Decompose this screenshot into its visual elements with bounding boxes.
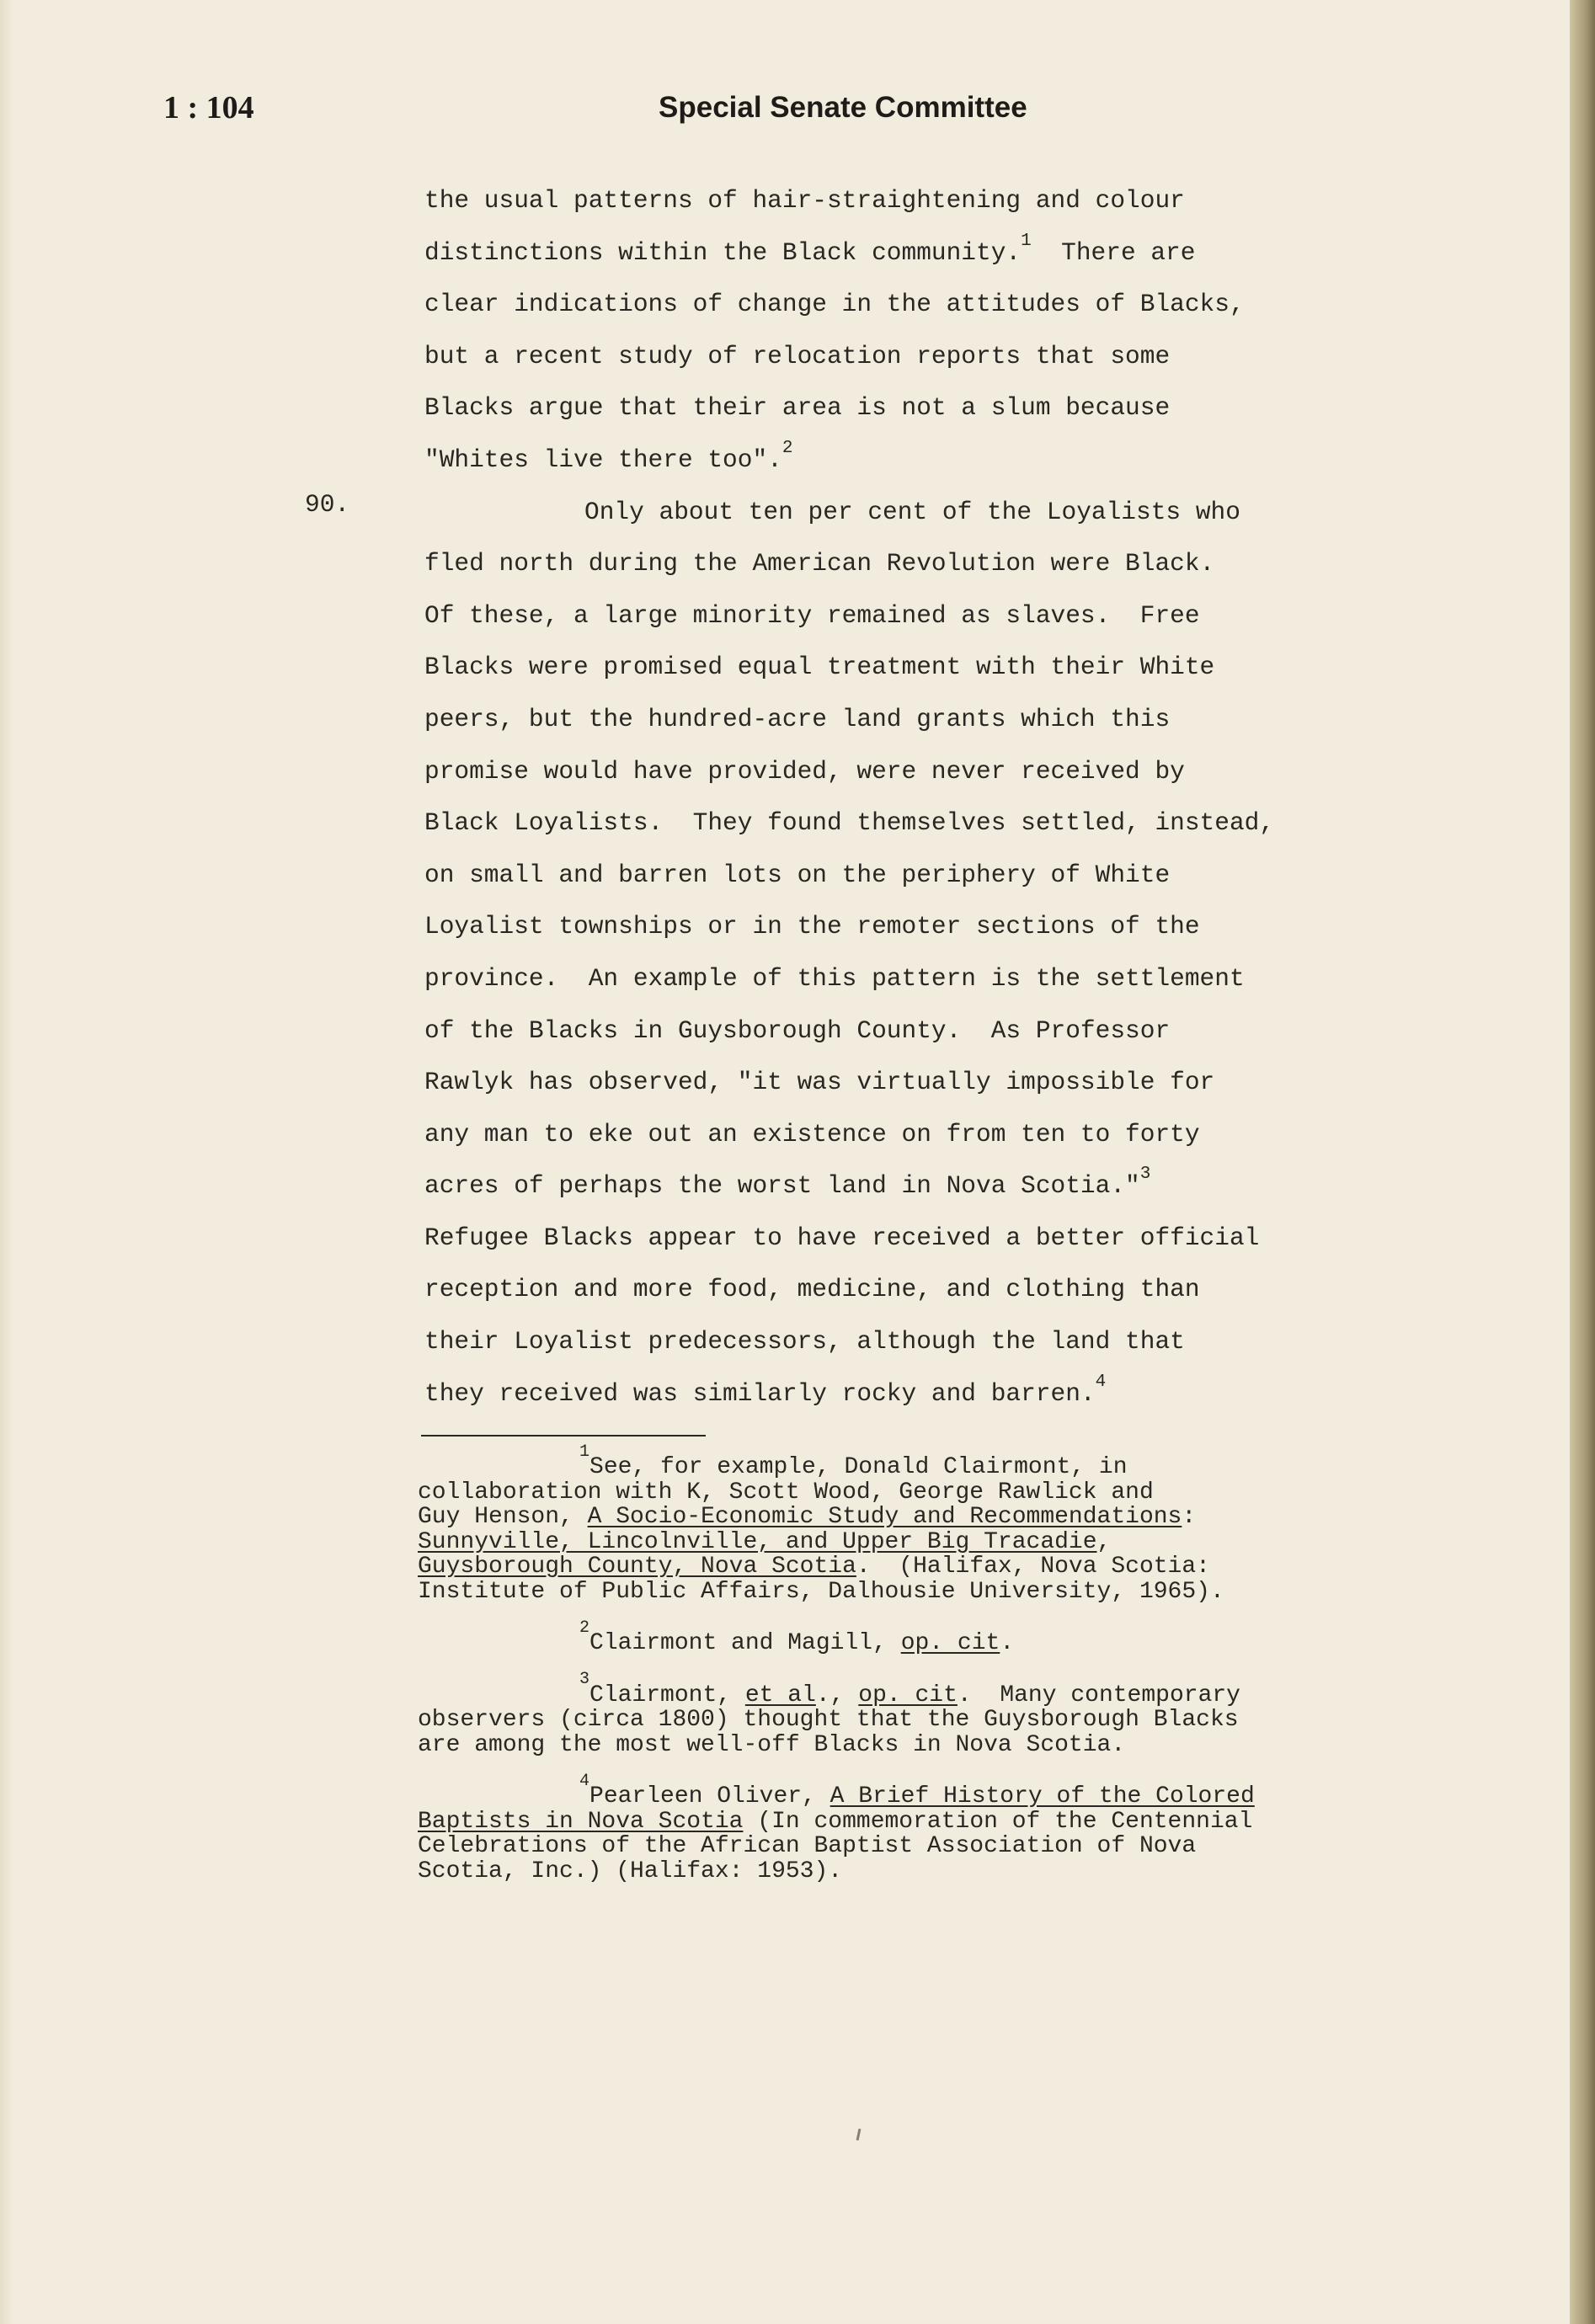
body-line: Refugee Blacks appear to have received a better official [424,1223,1260,1252]
page-number: 1 : 104 [163,90,254,125]
running-header-title: Special Senate Committee [659,91,1027,124]
body-line [424,434,1393,487]
footnotes [418,1442,1369,1911]
footnote-marker: 4 [579,1771,590,1791]
footnote-ref: 2 [781,439,793,459]
body-line: but a recent study of relocation reports that some [424,341,1171,370]
cited-title: Baptists in Nova Scotia [418,1808,744,1835]
body-line: Only about ten per cent of the Loyalists who [584,497,1240,526]
footnote-marker: 2 [579,1618,590,1638]
footnote-marker: 1 [579,1442,590,1462]
body-line: peers, but the hundred-acre land grants which this [424,704,1171,733]
footnote-ref: 3 [1139,1165,1151,1185]
cited-title: A Socio-Economic Study and Recommendations [587,1504,1182,1530]
footnote-4: $^4$Pearleen Oliver, A Brief History of the Colored Baptists in Nova Scotia (In commemoration of the Centennial Celebrations of the African Baptist Association of Nova Scotia, Inc.) (Halifax: 1953). [418,1771,1255,1884]
body-line: Of these, a large minority remained as slaves. Free [424,600,1200,630]
footnote-marker: 3 [579,1670,590,1690]
cited-title: Sunnyville, Lincolnville, and Upper Big Tracadie [418,1528,1097,1555]
body-line: Blacks argue that their area is not a slum because [424,393,1171,423]
body-line: reception and more food, medicine, and clothing than [424,1275,1200,1304]
paragraph-number: 90. [305,490,350,519]
cited-title: A Brief History of the Colored [830,1783,1255,1810]
body-line [424,1368,1393,1421]
footnote-ref: 1 [1021,231,1032,251]
body-line: the usual patterns of hair-straightening and colour [424,186,1185,215]
binding-shadow [0,0,13,2324]
body-line: Rawlyk has observed, "it was virtually impossible for [424,1068,1215,1097]
body-line: of the Blacks in Guysborough County. As Professor [424,1015,1171,1045]
body-line: any man to eke out an existence on from ten to forty [424,1119,1200,1149]
body-line-text: acres of perhaps the worst land in Nova Scotia." [424,1171,1140,1201]
body-line-text: they received was similarly rocky and barren. [424,1378,1096,1408]
footnote-rule [421,1435,706,1437]
body-line-text: There are [1061,237,1196,267]
footnote-1: $^1$See, for example, Donald Clairmont, in collaboration with K, Scott Wood, George Rawlick and Guy Henson, A Socio-Economic Study and Recommendations: Sunnyville, Lincolnville, and Upper Big Tracadie, Guysborough County, Nova Scotia. (Halifax, Nova Scotia: Institute of Public Affairs, Dalhousie University, 1965). [418,1442,1224,1605]
body-line [424,227,1393,280]
body-line-text: "Whites live there too". [424,445,782,474]
cited-title: Guysborough County, Nova Scotia [418,1554,856,1580]
body-line: Loyalist townships or in the remoter sections of the [424,912,1200,941]
body-line: fled north during the American Revolution were Black. [424,549,1215,578]
body-line [424,1160,1393,1213]
body-line: Blacks were promised equal treatment with their White [424,653,1215,682]
body-line: clear indications of change in the attitudes of Blacks, [424,290,1245,319]
body-line: on small and barren lots on the periphery of White [424,860,1171,889]
body-line: Black Loyalists. They found themselves settled, instead, [424,808,1275,838]
body-line: their Loyalist predecessors, although the land that [424,1327,1185,1357]
body-line: promise would have provided, were never received by [424,756,1185,786]
footnote-ref: 4 [1095,1372,1107,1392]
stray-mark [856,2129,862,2140]
footnote-2: $^2$Clairmont and Magill, op. cit. [579,1618,1015,1656]
body-line-text: distinctions within the Black community. [424,237,1022,267]
body-text [424,175,1393,1420]
body-line: province. An example of this pattern is the settlement [424,963,1245,993]
page-edge [1570,0,1595,2324]
footnote-3: $^3$Clairmont, et al., op. cit. Many contemporary observers (circa 1800) thought that the Guysborough Blacks are among the most well-off Blacks in Nova Scotia. [418,1670,1240,1758]
